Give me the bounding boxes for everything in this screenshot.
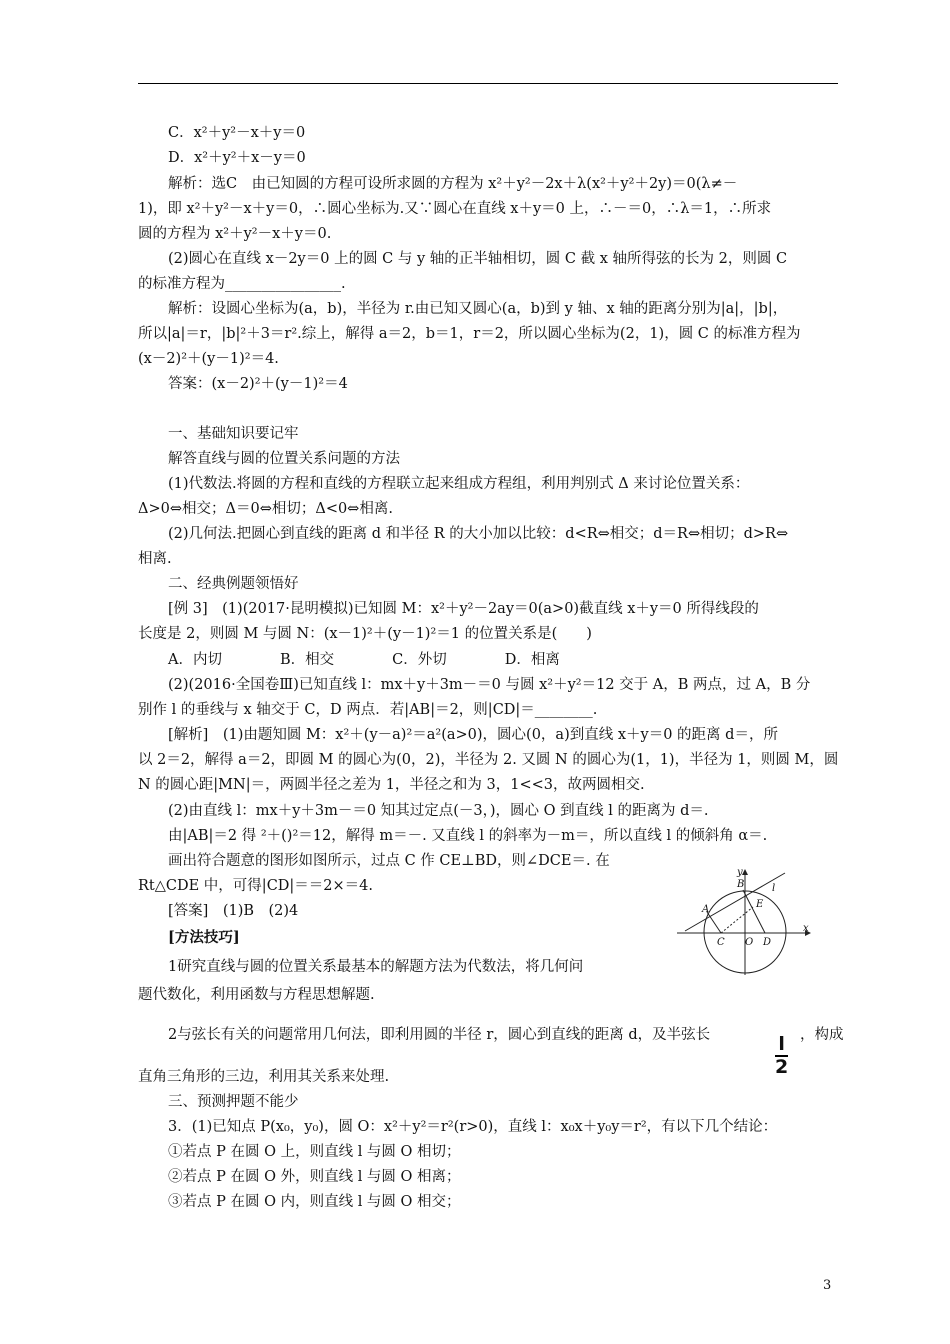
figure-label-a: A — [702, 904, 710, 915]
text-line: (2)圆心在直线 x－2y＝0 上的圆 C 与 y 轴的正半轴相切，圆 C 截 x 轴所得弦的长为 2，则圆 C — [168, 251, 788, 267]
text-line: 解析：设圆心坐标为(a，b)，半径为 r.由已知又圆心(a，b)到 y 轴、x 轴的距离分别为|a|，|b|， — [168, 301, 788, 317]
text-line: [例 3] (1)(2017·昆明模拟)已知圆 M：x²＋y²－2ay＝0(a>0)截直线 x＋y＝0 所得线段的 — [168, 601, 759, 617]
text-line: 一、基础知识要记牢 — [168, 426, 299, 442]
text-line: 解析：选C 由已知圆的方程可设所求圆的方程为 x²＋y²－2x＋λ(x²＋y²＋2y)＝0(λ≠－ — [168, 176, 738, 192]
text-line: Δ>0⇔相交；Δ＝0⇔相切；Δ<0⇔相离. — [138, 501, 393, 517]
text-line: (1)代数法.将圆的方程和直线的方程联立起来组成方程组，利用判别式 Δ 来讨论位置关系： — [168, 476, 750, 492]
text-line: 相离. — [138, 551, 172, 567]
text-line: A．内切 B．相交 C．外切 D．相离 — [168, 652, 560, 668]
page-number: 3 — [823, 1278, 832, 1293]
text-line: 长度是 2，则圆 M 与圆 N：(x－1)²＋(y－1)²＝1 的位置关系是( ) — [138, 626, 592, 642]
figure-label-o: O — [745, 937, 754, 948]
text-line: [答案] (1)B (2)4 — [168, 903, 299, 919]
text-line: 以 2＝2，解得 a＝2，即圆 M 的圆心为(0，2)，半径为 2. 又圆 N 的圆心为(1，1)，半径为 1，则圆 M，圆 — [138, 752, 839, 768]
text-line: ②若点 P 在圆 O 外，则直线 l 与圆 O 相离； — [168, 1169, 461, 1185]
text-line: Rt△CDE 中，可得|CD|＝＝2×＝4. — [138, 878, 374, 894]
figure-perp-ac — [707, 912, 721, 933]
figure-label-d: D — [763, 937, 772, 948]
text-line: 题代数化，利用函数与方程思想解题. — [138, 987, 375, 1003]
text-line: 的标准方程为________________. — [138, 276, 346, 292]
circle-line-figure — [675, 865, 815, 975]
text-line: 直角三角形的三边，利用其关系来处理. — [138, 1069, 390, 1085]
text-line: C．x²＋y²－x＋y＝0 — [168, 125, 306, 141]
header-rule — [138, 83, 838, 84]
figure-ce-dashed — [721, 907, 753, 933]
figure-perp-bd — [743, 890, 765, 933]
figure-label-x: x — [803, 923, 809, 934]
figure-label-y: y — [737, 867, 743, 878]
text-line: 1)，即 x²＋y²－x＋y＝0，∴圆心坐标为.又∵圆心在直线 x＋y＝0 上，∴－＝0，∴λ＝1，∴所求 — [138, 201, 772, 217]
text-line: 画出符合题意的图形如图所示，过点 C 作 CE⊥BD，则∠DCE＝. 在 — [168, 853, 610, 869]
text-line: [解析] (1)由题知圆 M：x²＋(y－a)²＝a²(a>0)，圆心(0，a)到直线 x＋y＝0 的距离 d＝，所 — [168, 727, 778, 743]
text-line: 由|AB|＝2 得 ²＋()²＝12，解得 m＝－. 又直线 l 的斜率为－m＝，所以直线 l 的倾斜角 α＝. — [168, 828, 768, 844]
figure-line-l — [685, 873, 785, 931]
figure-label-e: E — [756, 899, 764, 910]
text-line: D．x²＋y²＋x－y＝0 — [168, 150, 306, 166]
text-line: (2)由直线 l：mx＋y＋3m－＝0 知其过定点(－3，)，圆心 O 到直线 l 的距离为 d＝. — [168, 803, 709, 819]
text-line: ①若点 P 在圆 O 上，则直线 l 与圆 O 相切； — [168, 1144, 461, 1160]
text-line: 1研究直线与圆的位置关系最基本的解题方法为代数法，将几何问 — [168, 959, 584, 975]
figure-label-c: C — [717, 937, 725, 948]
text-line: 2与弦长有关的问题常用几何法，即利用圆的半径 r，圆心到直线的距离 d，及半弦长 — [168, 1027, 711, 1043]
text-line: (2)(2016·全国卷Ⅲ)已知直线 l：mx＋y＋3m－＝0 与圆 x²＋y²＝12 交于 A，B 两点，过 A，B 分 — [168, 677, 811, 693]
text-line: 别作 l 的垂线与 x 轴交于 C，D 两点．若|AB|＝2，则|CD|＝________. — [138, 702, 598, 718]
fraction-denominator: 2 — [775, 1056, 789, 1078]
text-line: 3．(1)已知点 P(x₀，y₀)，圆 O：x²＋y²＝r²(r>0)，直线 l：x₀x＋y₀y＝r²，有以下几个结论： — [168, 1119, 778, 1135]
text-line: 答案：(x－2)²＋(y－1)²＝4 — [168, 376, 348, 392]
text-line: N 的圆心距|MN|＝，两圆半径之差为 1，半径之和为 3，1<<3，故两圆相交. — [138, 777, 645, 793]
fraction-numerator: l — [775, 1035, 788, 1057]
text-line: 三、预测押题不能少 — [168, 1094, 299, 1110]
text-line: 所以|a|＝r，|b|²＋3＝r².综上，解得 a＝2，b＝1，r＝2，所以圆心坐标为(2，1)，圆 C 的标准方程为 — [138, 326, 801, 342]
half-chord-fraction — [775, 1035, 788, 1077]
text-line: ③若点 P 在圆 O 内，则直线 l 与圆 O 相交； — [168, 1194, 461, 1210]
text-line: ，构成 — [800, 1027, 844, 1043]
text-line: 二、经典例题领悟好 — [168, 576, 299, 592]
figure-label-b: B — [737, 879, 745, 890]
text-line: [方法技巧] — [168, 929, 240, 946]
text-line: 解答直线与圆的位置关系问题的方法 — [168, 451, 400, 467]
figure-label-l: l — [772, 883, 776, 894]
text-line: (x－2)²＋(y－1)²＝4. — [138, 351, 279, 367]
text-line: 圆的方程为 x²＋y²－x＋y＝0. — [138, 226, 332, 242]
figure-y-arrow — [742, 869, 748, 875]
text-line: (2)几何法.把圆心到直线的距离 d 和半径 R 的大小加以比较：d<R⇔相交；d＝R⇔相切；d>R⇔ — [168, 526, 789, 542]
